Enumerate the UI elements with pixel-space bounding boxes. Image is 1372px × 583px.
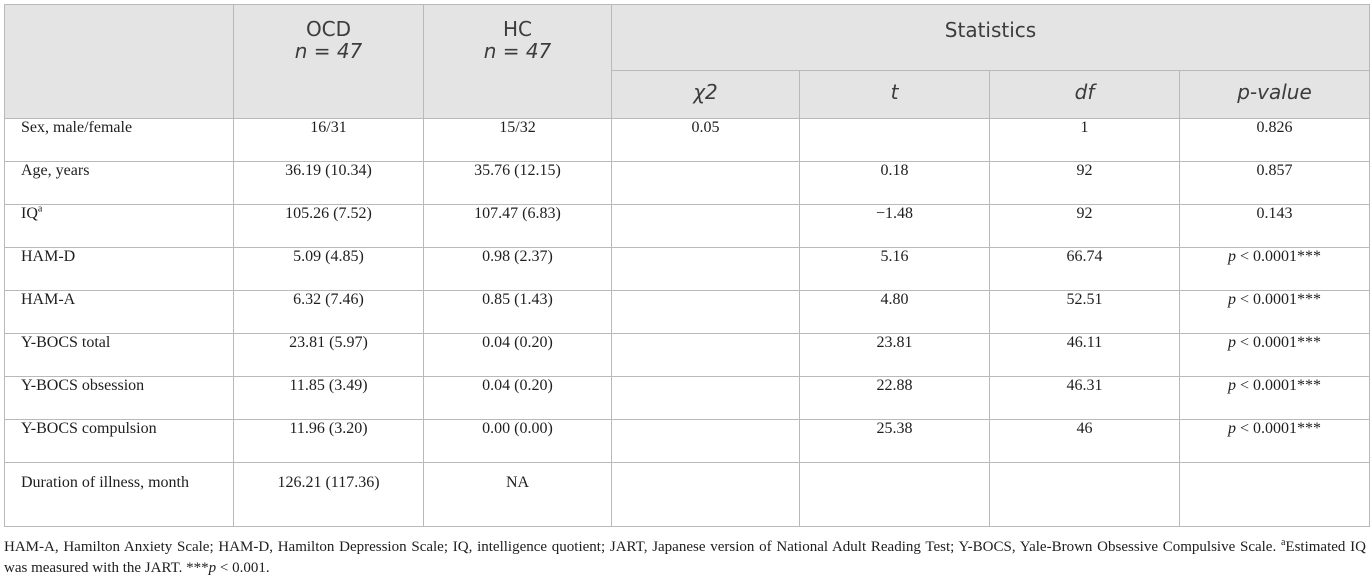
cell-label: [5, 334, 234, 377]
row-label-sup: a: [37, 203, 43, 215]
demographics-table: [4, 4, 1370, 527]
row-label: HAM-D: [21, 248, 76, 265]
cell-hc: 0.04 (0.20): [424, 334, 612, 377]
row-label: Y-BOCS obsession: [21, 377, 145, 394]
cell-p: [1180, 420, 1370, 463]
cell-t: [800, 463, 990, 527]
p-value: < 0.0001***: [1235, 377, 1322, 394]
cell-chi2: 0.05: [612, 119, 800, 162]
cell-chi2: [612, 420, 800, 463]
cell-df: 66.74: [990, 248, 1180, 291]
cell-ocd: 11.96 (3.20): [234, 420, 424, 463]
row-label: Y-BOCS compulsion: [21, 420, 157, 437]
cell-label: [5, 119, 234, 162]
cell-hc: 0.04 (0.20): [424, 377, 612, 420]
cell-hc: 15/32: [424, 119, 612, 162]
cell-t: 0.18: [800, 162, 990, 205]
cell-ocd: 6.32 (7.46): [234, 291, 424, 334]
header-blank-cell: [5, 5, 234, 119]
cell-df: 46.31: [990, 377, 1180, 420]
group-n-hc: n = 47: [483, 39, 552, 63]
p-italic: p: [1227, 334, 1236, 351]
cell-label: [5, 420, 234, 463]
cell-p: [1180, 377, 1370, 420]
group-label-hc: HC: [502, 17, 532, 41]
cell-ocd: 11.85 (3.49): [234, 377, 424, 420]
header-hc: [424, 5, 612, 119]
table-row: [5, 205, 1370, 248]
cell-label: [5, 377, 234, 420]
cell-t: 25.38: [800, 420, 990, 463]
cell-p: [1180, 334, 1370, 377]
row-label: Age, years: [21, 162, 90, 179]
p-value: < 0.0001***: [1235, 248, 1322, 265]
footnote-abbreviations: HAM-A, Hamilton Anxiety Scale; HAM-D, Hamilton Depression Scale; IQ, intelligence quotient; JART, Japanese version of National Adult Reading Test; Y-BOCS, Yale-Brown Obsessive Compulsive Scale.: [4, 539, 1281, 555]
cell-label: [5, 248, 234, 291]
table-row: [5, 119, 1370, 162]
table-row: [5, 463, 1370, 527]
footnote-note-a: Estimated IQ was measured with the JART.: [4, 539, 1366, 576]
p-value: < 0.0001***: [1235, 334, 1322, 351]
header-df: df: [990, 71, 1180, 119]
table-header: [5, 5, 1370, 119]
footnote-sig-marker: ***: [186, 560, 209, 576]
table-body: [5, 119, 1370, 527]
cell-label: [5, 291, 234, 334]
p-italic: p: [1227, 377, 1236, 394]
row-label: Y-BOCS total: [21, 334, 111, 351]
cell-label: [5, 463, 234, 527]
table-row: [5, 291, 1370, 334]
cell-df: 46: [990, 420, 1180, 463]
cell-p: 0.826: [1180, 119, 1370, 162]
cell-t: 5.16: [800, 248, 990, 291]
group-label-ocd: OCD: [305, 17, 352, 41]
cell-ocd: 16/31: [234, 119, 424, 162]
cell-t: [800, 119, 990, 162]
cell-label: [5, 205, 234, 248]
cell-hc: 0.00 (0.00): [424, 420, 612, 463]
cell-t: 23.81: [800, 334, 990, 377]
cell-t: 22.88: [800, 377, 990, 420]
cell-ocd: 23.81 (5.97): [234, 334, 424, 377]
p-value: < 0.0001***: [1235, 420, 1322, 437]
cell-hc: 0.98 (2.37): [424, 248, 612, 291]
cell-chi2: [612, 334, 800, 377]
row-label: HAM-A: [21, 291, 76, 308]
table-row: [5, 334, 1370, 377]
cell-hc: NA: [424, 463, 612, 527]
cell-p: 0.857: [1180, 162, 1370, 205]
table-row: [5, 248, 1370, 291]
table-row: [5, 377, 1370, 420]
cell-chi2: [612, 248, 800, 291]
row-label: Sex, male/female: [21, 119, 133, 136]
table-row: [5, 162, 1370, 205]
header-p-value: p-value: [1180, 71, 1370, 119]
cell-df: 52.51: [990, 291, 1180, 334]
cell-chi2: [612, 463, 800, 527]
footnote-sig-p: p: [208, 560, 217, 576]
cell-chi2: [612, 162, 800, 205]
p-value: < 0.0001***: [1235, 291, 1322, 308]
cell-p: [1180, 248, 1370, 291]
cell-df: 46.11: [990, 334, 1180, 377]
cell-chi2: [612, 291, 800, 334]
row-label: Duration of illness, month: [21, 474, 189, 491]
header-ocd: [234, 5, 424, 119]
cell-hc: 0.85 (1.43): [424, 291, 612, 334]
p-italic: p: [1227, 248, 1236, 265]
cell-df: [990, 463, 1180, 527]
table-row: [5, 420, 1370, 463]
table-footnote: [4, 537, 1366, 579]
cell-p: [1180, 463, 1370, 527]
cell-ocd: 126.21 (117.36): [234, 463, 424, 527]
p-italic: p: [1227, 420, 1236, 437]
cell-df: 1: [990, 119, 1180, 162]
cell-hc: 107.47 (6.83): [424, 205, 612, 248]
header-t: t: [800, 71, 990, 119]
footnote-sup-a: a: [1280, 537, 1286, 548]
cell-label: [5, 162, 234, 205]
cell-p: [1180, 291, 1370, 334]
p-italic: p: [1227, 291, 1236, 308]
cell-t: 4.80: [800, 291, 990, 334]
cell-df: 92: [990, 162, 1180, 205]
cell-df: 92: [990, 205, 1180, 248]
cell-t: −1.48: [800, 205, 990, 248]
group-n-ocd: n = 47: [294, 39, 363, 63]
header-chi2: χ2: [612, 71, 800, 119]
cell-ocd: 5.09 (4.85): [234, 248, 424, 291]
cell-chi2: [612, 377, 800, 420]
cell-chi2: [612, 205, 800, 248]
row-label: IQ: [21, 205, 38, 222]
footnote-sig-text: < 0.001.: [216, 560, 270, 576]
cell-p: 0.143: [1180, 205, 1370, 248]
header-statistics: Statistics: [612, 5, 1370, 71]
cell-ocd: 105.26 (7.52): [234, 205, 424, 248]
cell-ocd: 36.19 (10.34): [234, 162, 424, 205]
cell-hc: 35.76 (12.15): [424, 162, 612, 205]
